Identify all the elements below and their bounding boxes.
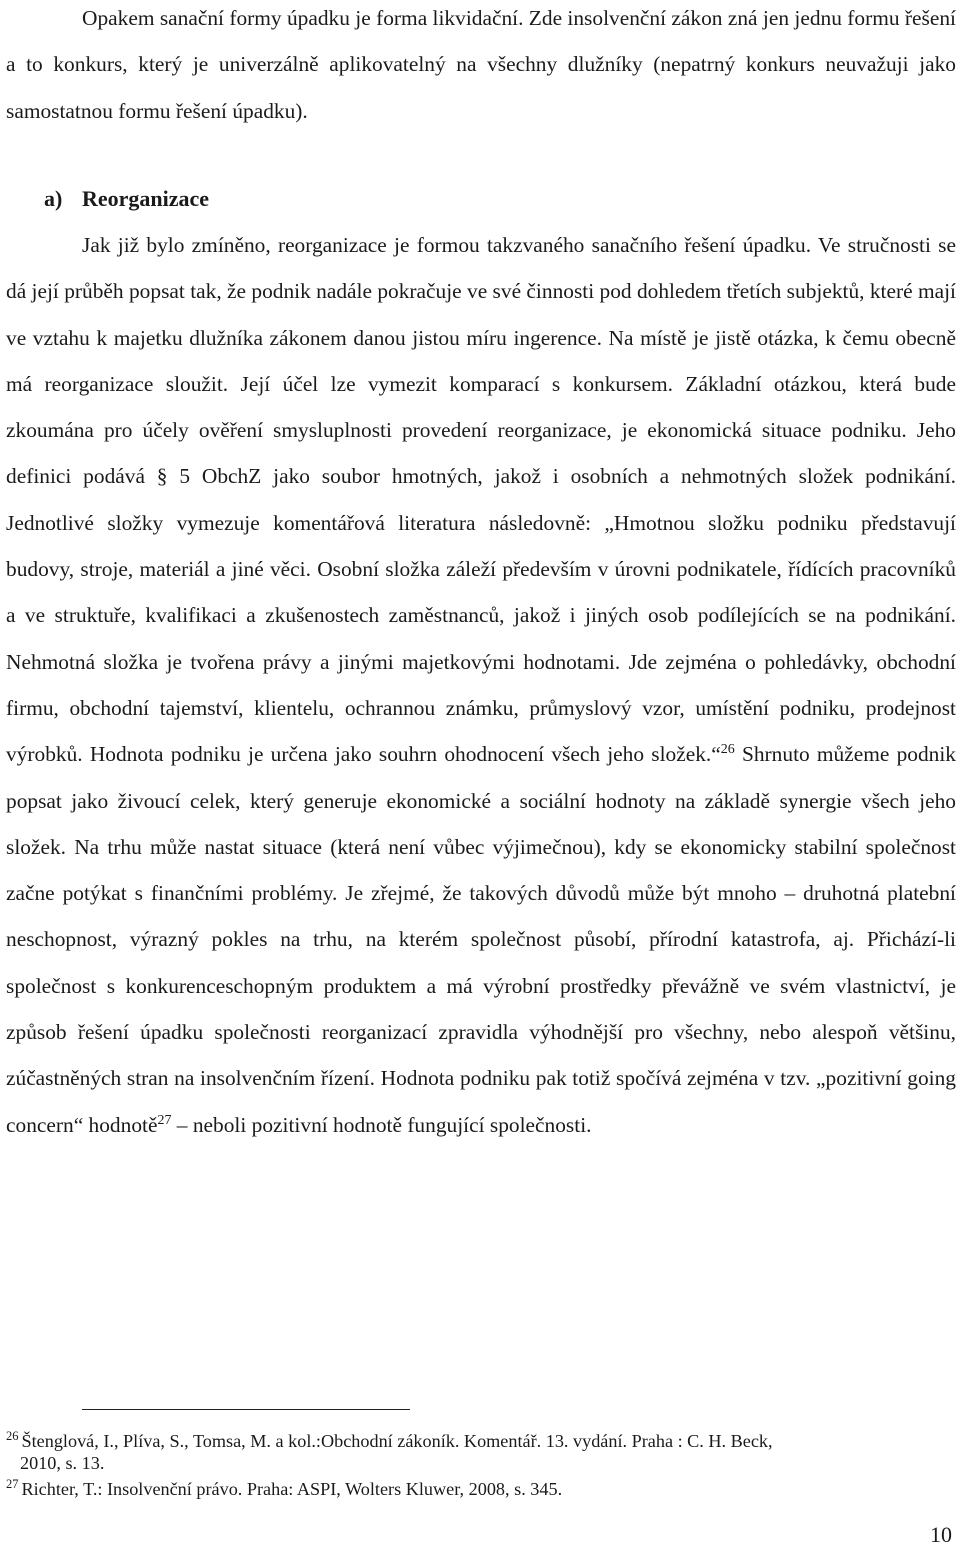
section-title: Reorganizace bbox=[82, 186, 210, 211]
footnote-text: Richter, T.: Insolvenční právo. Praha: ASPI, Wolters Kluwer, 2008, s. 345. bbox=[21, 1479, 563, 1499]
footnote-text: Štenglová, I., Plíva, S., Tomsa, M. a kol.:Obchodní zákoník. Komentář. 13. vydání. Praha : C. H. Beck, bbox=[21, 1431, 773, 1451]
body-paragraph bbox=[6, 222, 956, 1148]
footnote-ref-27[interactable]: 27 bbox=[157, 1112, 172, 1128]
body-text-part1: Jak již bylo zmíněno, reorganizace je formou takzvaného sanačního řešení úpadku. Ve stručnosti se dá její průběh popsat tak, že podnik nadále pokračuje ve své činnosti pod dohledem třetích subjektů, které mají ve vztahu k majetku dlužníka zákonem danou jistou míru ingerence. Na místě je jistě otázka, k čemu obecně má reorganizace sloužit. Její účel lze vymezit komparací s konkursem. Základní otázkou, která bude zkoumána pro účely ověření smysluplnosti provedení reorganizace, je ekonomická situace podniku. Jeho definici podává § 5 ObchZ jako soubor hmotných, jakož i osobních a nehmotných složek podnikání. Jednotlivé složky vymezuje komentářová literatura následovně: „Hmotnou složku podniku představují budovy, stroje, materiál a jiné věci. Osobní složka záleží především v úrovni podnikatele, řídících pracovníků a ve struktuře, kvalifikaci a zkušenostech zaměstnanců, jakož i jiných osob podílejících se na podnikání. Nehmotná složka je tvořena právy a jinými majetkovými hodnotami. Jde zejména o pohledávky, obchodní firmu, obchodní tajemství, klientelu, ochrannou známku, průmyslový vzor, umístění podniku, prodejnost výrobků. Hodnota podniku je určena jako souhrn ohodnocení všech jeho složek.“ bbox=[6, 233, 956, 767]
footnote-mark: 27 bbox=[6, 1476, 19, 1491]
footnote-text-continued: 2010, s. 13. bbox=[20, 1453, 105, 1473]
footnote-ref-26[interactable]: 26 bbox=[720, 742, 735, 758]
section-label: a) bbox=[44, 186, 63, 211]
body-text-part2: Shrnuto můžeme podnik popsat jako živoucí celek, který generuje ekonomické a sociální hodnoty na základě synergie všech jeho složek. Na trhu může nastat situace (která není vůbec výjimečnou), kdy se ekonomicky stabilní společnost začne potýkat s finančními problémy. Je zřejmé, že takových důvodů může být mnoho – druhotná platební neschopnost, výrazný pokles na trhu, na kterém společnost působí, přírodní katastrofa, aj. Přichází-li společnost s konkurenceschopným produktem a má výrobní prostředky převážně ve svém vlastnictví, je způsob řešení úpadku společnosti reorganizací zpravidla výhodnější pro všechny, nebo alespoň většinu, zúčastněných stran na insolvenčním řízení. Hodnota podniku pak totiž spočívá zejména v tzv. „pozitivní going concern“ hodnotě bbox=[6, 742, 956, 1137]
intro-paragraph: Opakem sanační formy úpadku je forma likvidační. Zde insolvenční zákon zná jen jednu formu řešení a to konkurs, který je univerzálně aplikovatelný na všechny dlužníky (nepatrný konkurs neuvažuji jako samostatnou formu řešení úpadku). bbox=[6, 6, 956, 123]
footnote-26 bbox=[6, 1430, 956, 1474]
section-heading bbox=[44, 176, 209, 222]
page-number: 10 bbox=[930, 1522, 952, 1547]
footnote-separator bbox=[82, 1409, 410, 1410]
footnote-27 bbox=[6, 1478, 956, 1500]
footnote-mark: 26 bbox=[6, 1428, 19, 1443]
document-page bbox=[6, 0, 956, 1550]
body-text-part3: – neboli pozitivní hodnotě fungující společnosti. bbox=[171, 1112, 592, 1137]
